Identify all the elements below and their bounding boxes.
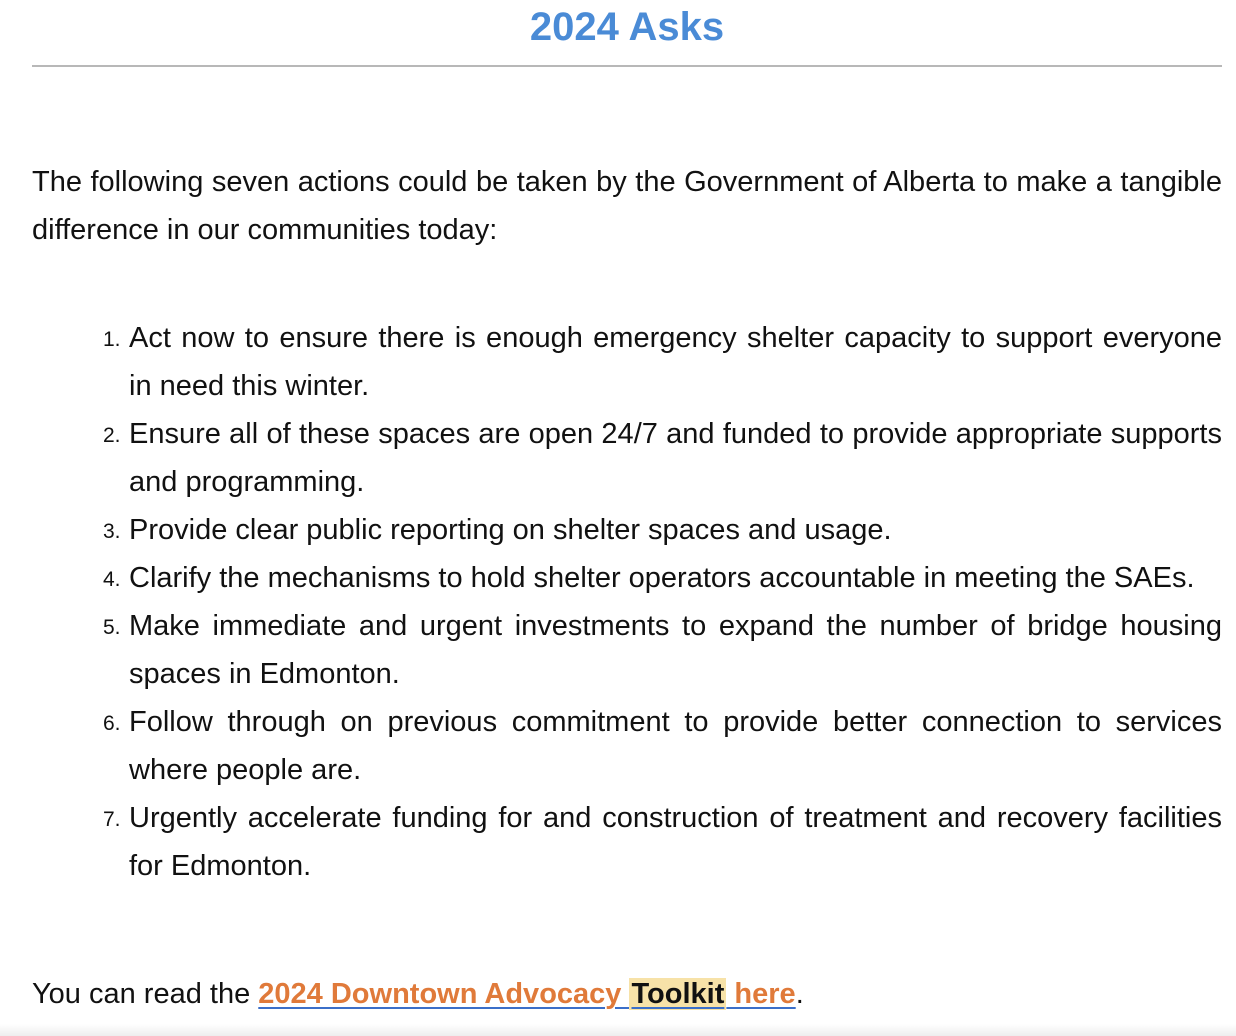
footer-prefix: You can read the (32, 978, 259, 1010)
ask-number: 5. (103, 616, 121, 639)
footer-suffix: . (795, 978, 804, 1010)
ask-number: 6. (103, 712, 121, 735)
search-highlight: Toolkit (631, 978, 725, 1010)
asks-list (32, 314, 1222, 890)
toolkit-footer (32, 968, 804, 1020)
intro-paragraph: The following seven actions could be taken by the Government of Alberta to make a tangible difference in our communities today: (32, 166, 1222, 246)
ask-item-4 (103, 554, 1222, 602)
toolkit-link[interactable] (258, 978, 795, 1010)
ask-number: 2. (103, 424, 121, 447)
ask-text: Ensure all of these spaces are open 24/7 and funded to provide appropriate supports and programming. (129, 418, 1222, 498)
ask-number: 3. (103, 520, 121, 543)
ask-text: Urgently accelerate funding for and construction of treatment and recovery facilities for Edmonton. (129, 802, 1222, 882)
ask-item-2 (103, 410, 1222, 506)
ask-number: 1. (103, 328, 121, 351)
ask-text: Follow through on previous commitment to provide better connection to services where people are. (129, 706, 1222, 786)
ask-item-7 (103, 794, 1222, 890)
ask-text: Provide clear public reporting on shelter spaces and usage. (129, 514, 892, 546)
ask-number: 4. (103, 568, 121, 591)
ask-number: 7. (103, 808, 121, 831)
ask-text: Act now to ensure there is enough emergency shelter capacity to support everyone in need this winter. (129, 322, 1222, 402)
page-title: 2024 Asks (529, 5, 725, 49)
title-divider (32, 65, 1222, 67)
ask-item-6 (103, 698, 1222, 794)
toolkit-link-text: 2024 Downtown Advocacy (258, 978, 630, 1010)
ask-text: Clarify the mechanisms to hold shelter operators accountable in meeting the SAEs. (129, 562, 1195, 594)
document-page (32, 0, 1222, 1010)
ask-text: Make immediate and urgent investments to expand the number of bridge housing spaces in Edmonton. (129, 610, 1222, 690)
toolkit-link-text-end: here (726, 978, 796, 1010)
ask-item-1 (103, 314, 1222, 410)
ask-item-5 (103, 602, 1222, 698)
bottom-fade (0, 1024, 1236, 1036)
ask-item-3 (103, 506, 1222, 554)
